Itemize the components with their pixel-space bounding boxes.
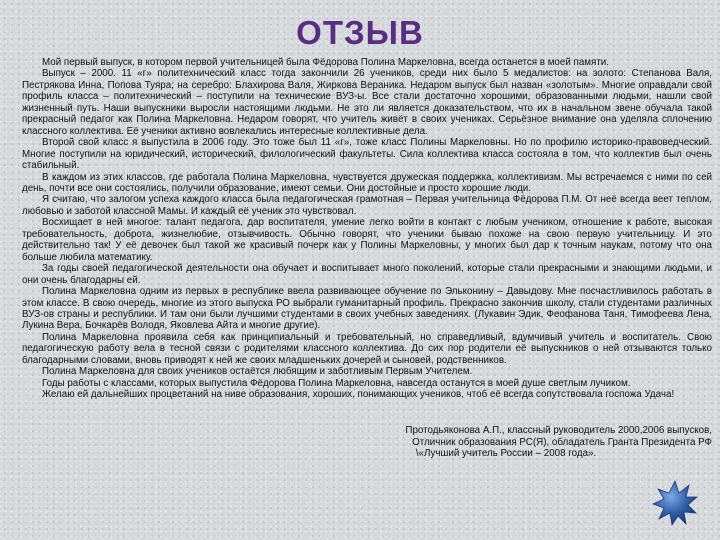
- paragraph: Восхищает в ней многое: талант педагога, дар воспитателя, умение легко войти в контакт с любым учеником, отношение к работе, высокая требовательность, доброта, жизнелюбие, отзывчивость. Обычно говорят, что ученики бываю похоже на свою первую учительницу. И это действительно так! У её девочек был такой же красивый почерк как у Полины Маркеловны, у многих был дар к точным наукам, потому что она больше любила математику.: [22, 217, 712, 263]
- paragraph: Второй свой класс я выпустила в 2006 году. Это тоже был 11 «г», тоже класс Полины Маркеловны. Но по профилю историко-правоведческий. Многие поступили на юридический, исторический, филологический факультеты. Сила коллектива класса состояла в том, что коллектив был очень стабильный.: [22, 137, 712, 172]
- paragraph: За годы своей педагогической деятельности она обучает и воспитывает много поколений, которые стали прекрасными и знающими людьми, и они очень благодарны ей.: [22, 263, 712, 286]
- paragraph: В каждом из этих классов, где работала Полина Маркеловна, чувствуется дружеская поддержка, коллективизм. Мы встречаемся с ними по сей день, почти все они состоялись, получили образование, имеют семьи. Они достойные и просто хорошие люди.: [22, 171, 712, 194]
- signature-line: \«Лучший учитель России – 2008 года».: [415, 448, 597, 460]
- paragraph: Мой первый выпуск, в котором первой учительницей была Фёдорова Полина Маркеловна, всегда останется в моей памяти.: [42, 57, 609, 68]
- paragraph: Полина Маркеловна для своих учеников остаётся любящим и заботливым Первым Учителем.: [42, 366, 473, 378]
- signature-block: [300, 425, 712, 460]
- page-title: ОТЗЫВ: [296, 14, 424, 51]
- document-body: [22, 57, 712, 401]
- paragraph: Я считаю, что залогом успеха каждого класса была педагогическая грамотная – Первая учительница Фёдорова П.М. От неё всегда веет теплом, любовью и заботой классной Мамы. И каждый её ученик это чувствовал.: [22, 194, 712, 217]
- paragraph: Годы работы с классами, которых выпустила Фёдорова Полина Маркеловна, навсегда останутся в моей душе светлым лучиком.: [42, 377, 631, 389]
- signature-line: Протодьяконова А.П., классный руководитель 2000,2006 выпусков,: [405, 425, 712, 436]
- paragraph: Полина Маркеловна одним из первых в республике ввела развивающее обучение по Эльконину – Давыдову. Мне посчастливилось работать в этом классе. В свою очередь, многие из этого выпуска РО выбрали гуманитарный профиль. Прекрасно закончив школу, стали студентами различных ВУЗ-ов страны и республики. И там они были лучшими студентами в своих учебных заведениях. (Лукавин Эдик, Феофанова Таня, Тимофеева Лена, Лукина Вера, Бочкарёв Володя, Яковлева Айта и многие другие).: [22, 286, 712, 332]
- paragraph: Желаю ей дальнейших процветаний на ниве образования, хороших, понимающих учеников, чтоб её всегда сопутствовала госпожа Удача!: [42, 389, 675, 401]
- signature-line: Отличник образования РС(Я), обладатель Гранта Президента РФ: [412, 436, 712, 448]
- paragraph: Выпуск – 2000. 11 «г» политехнический класс тогда закончили 26 учеников, среди них было 5 медалистов: на золото: Степанова Валя, Пестрякова Инна, Попова Туяра; на серебро: Блахирова Валя, Жиркова Вераника. Недаром выпуск был назван «золотым». Многие оправдали свой профиль класса – политехнический – поступили на технические ВУЗ-ы. Все стали достаточно хорошими, образованными людьми, нашли свой жизненный путь. Наши выпускники выросли настоящими людьми. Не это ли является доказательством, что их в начальном звене обучала такой прекрасный педагог как Полина Маркеловна. Недаром говорят, что учитель живёт в своих учениках. Серьёзное внимание она уделяла сплочению классного коллектива. Её ученики активно вовлекались интересные коллективные дела.: [22, 68, 712, 137]
- paragraph: Полина Маркеловна проявила себя как принципиальный и требовательный, но справедливый, вдумчивый учитель и воспитатель. Свою педагогическую работу вела в тесной связи с родителями классного коллектива. До сих пор родители её выпускников о ней отзываются только благодарными словами, вновь приводят к ней же своих младшеньких дочерей и сыновей, родственников.: [22, 331, 712, 366]
- blue-starburst-icon: [652, 480, 698, 526]
